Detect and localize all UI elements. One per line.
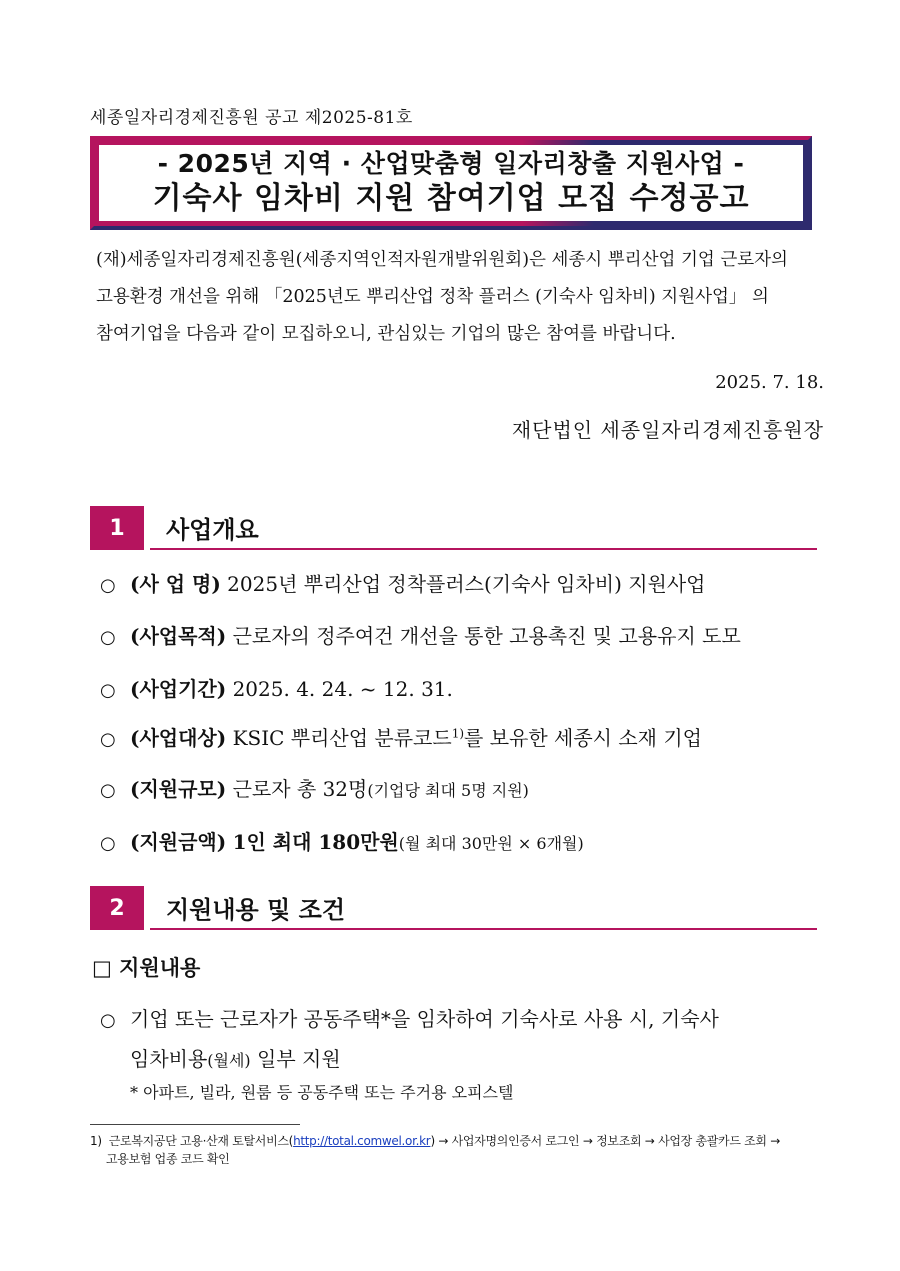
intro-line: 고용환경 개선을 위해 「2025년도 뿌리산업 정착 플러스 (기숙사 임차비) 지원사업」 의 xyxy=(96,287,769,307)
intro-line: 참여기업을 다음과 같이 모집하오니, 관심있는 기업의 많은 참여를 바랍니다. xyxy=(96,324,676,344)
circle-bullet-icon: ○ xyxy=(100,780,116,801)
item-text: 2025. 4. 24. ~ 12. 31. xyxy=(232,677,453,701)
section-2-header xyxy=(90,886,817,930)
title-inner xyxy=(99,145,803,221)
circle-bullet-icon: ○ xyxy=(100,680,116,701)
section-1-header xyxy=(90,506,817,550)
item-bold-text: 1인 최대 180만원 xyxy=(232,830,399,854)
section-title: 지원내용 및 조건 xyxy=(166,896,345,924)
bullet-line-2a: 임차비용 xyxy=(130,1047,208,1071)
item-label: (사 업 명) xyxy=(130,572,221,596)
item-text: 근로자 총 32명 xyxy=(232,777,368,801)
circle-bullet-icon: ○ xyxy=(100,833,116,854)
item-label: (사업대상) xyxy=(130,726,227,750)
circle-bullet-icon: ○ xyxy=(100,1010,116,1031)
section-title: 사업개요 xyxy=(166,516,259,544)
sub-heading: □ 지원내용 xyxy=(92,956,201,980)
circle-bullet-icon: ○ xyxy=(100,575,116,596)
title-line-1: - 2025년 지역 · 산업맞춤형 일자리창출 지원사업 - xyxy=(157,149,745,178)
intro-paragraph xyxy=(96,242,824,353)
footnote-divider xyxy=(90,1124,300,1125)
intro-line: (재)세종일자리경제진흥원(세종지역인적자원개발위원회)은 세종시 뿌리산업 기업 근로자의 xyxy=(96,250,788,270)
overview-item-period xyxy=(100,673,453,702)
item-text: 2025년 뿌리산업 정착플러스(기숙사 임차비) 지원사업 xyxy=(227,572,706,596)
support-content-bullet xyxy=(100,1000,816,1080)
title-box xyxy=(90,136,812,230)
item-text-after: 를 보유한 세종시 소재 기업 xyxy=(464,726,702,750)
notice-number: 세종일자리경제진흥원 공고 제2025-81호 xyxy=(90,108,413,128)
item-text: KSIC 뿌리산업 분류코드 xyxy=(232,726,452,750)
circle-bullet-icon: ○ xyxy=(100,729,116,750)
section-number: 1 xyxy=(90,506,144,550)
footnote-text: 근로복지공단 고용·산재 토탈서비스( xyxy=(108,1134,294,1148)
footnote xyxy=(90,1132,830,1168)
overview-item-amount xyxy=(100,826,584,855)
title-line-2: 기숙사 임차비 지원 참여기업 모집 수정공고 xyxy=(152,181,750,216)
notice-date: 2025. 7. 18. xyxy=(715,372,824,393)
asterisk-note: * 아파트, 빌라, 원룸 등 공동주택 또는 주거용 오피스텔 xyxy=(130,1083,514,1102)
item-label: (지원금액) xyxy=(130,830,227,854)
item-label: (사업목적) xyxy=(130,624,227,648)
bullet-line-2b: 일부 지원 xyxy=(250,1047,341,1071)
section-divider xyxy=(150,928,817,930)
footnote-marker: 1) xyxy=(90,1134,102,1148)
bullet-line-2-small: (월세) xyxy=(207,1051,251,1070)
overview-item-name xyxy=(100,568,706,597)
item-label: (사업기간) xyxy=(130,677,227,701)
overview-item-target xyxy=(100,722,702,751)
overview-item-scale xyxy=(100,773,529,802)
footnote-ref[interactable]: 1) xyxy=(451,726,465,741)
item-small-text: (기업당 최대 5명 지원) xyxy=(367,781,529,800)
footnote-link[interactable]: http://total.comwel.or.kr xyxy=(293,1134,431,1148)
bullet-line-1: 기업 또는 근로자가 공동주택*을 임차하여 기숙사로 사용 시, 기숙사 xyxy=(130,1007,719,1031)
issuer: 재단법인 세종일자리경제진흥원장 xyxy=(511,418,824,442)
section-number: 2 xyxy=(90,886,144,930)
item-text: 근로자의 정주여건 개선을 통한 고용촉진 및 고용유지 도모 xyxy=(232,624,741,648)
overview-item-purpose xyxy=(100,620,741,649)
footnote-line-2: 고용보험 업종 코드 확인 xyxy=(106,1152,230,1166)
circle-bullet-icon: ○ xyxy=(100,627,116,648)
footnote-text-after: ) → 사업자명의인증서 로그인 → 정보조회 → 사업장 총괄카드 조회 → xyxy=(430,1134,780,1148)
section-divider xyxy=(150,548,817,550)
item-small-text: (월 최대 30만원 × 6개월) xyxy=(398,834,584,853)
item-label: (지원규모) xyxy=(130,777,227,801)
